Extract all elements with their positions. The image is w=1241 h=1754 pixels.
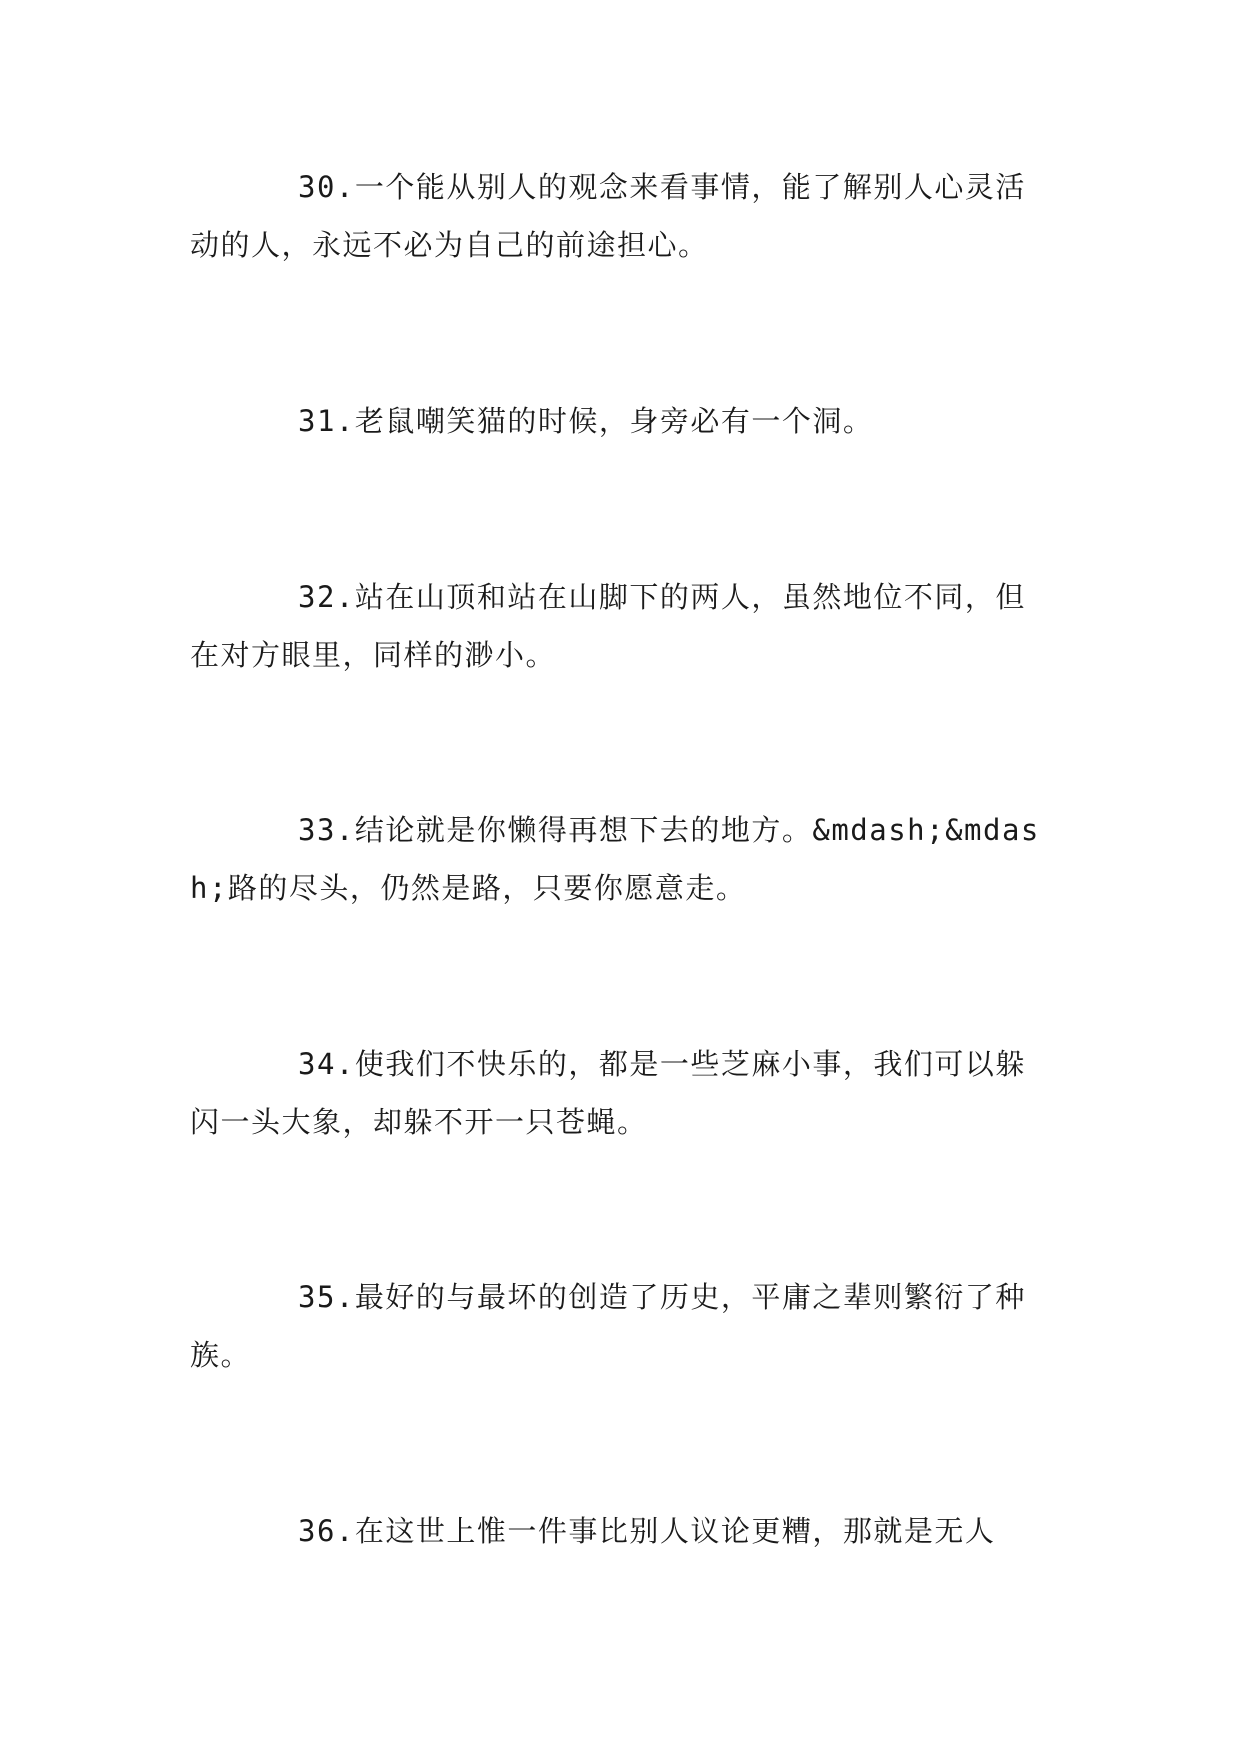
quote-paragraph-31: 31.老鼠嘲笑猫的时候，身旁必有一个洞。 — [298, 404, 874, 438]
quote-paragraph-33: 33.结论就是你懒得再想下去的地方。&mdash;&mdash;路的尽头，仍然是路，只要你愿意走。 — [190, 813, 1040, 905]
quote-paragraph-36: 36.在这世上惟一件事比别人议论更糟，那就是无人 — [298, 1514, 996, 1548]
quote-paragraph-32: 32.站在山顶和站在山脚下的两人，虽然地位不同，但在对方眼里，同样的渺小。 — [190, 580, 1026, 672]
quote-paragraph-34: 34.使我们不快乐的，都是一些芝麻小事，我们可以躲闪一头大象，却躲不开一只苍蝇。 — [190, 1047, 1026, 1139]
quote-paragraph-35: 35.最好的与最坏的创造了历史，平庸之辈则繁衍了种族。 — [190, 1280, 1026, 1372]
quote-paragraph-30: 30.一个能从别人的观念来看事情，能了解别人心灵活动的人，永远不必为自己的前途担心。 — [190, 170, 1026, 262]
